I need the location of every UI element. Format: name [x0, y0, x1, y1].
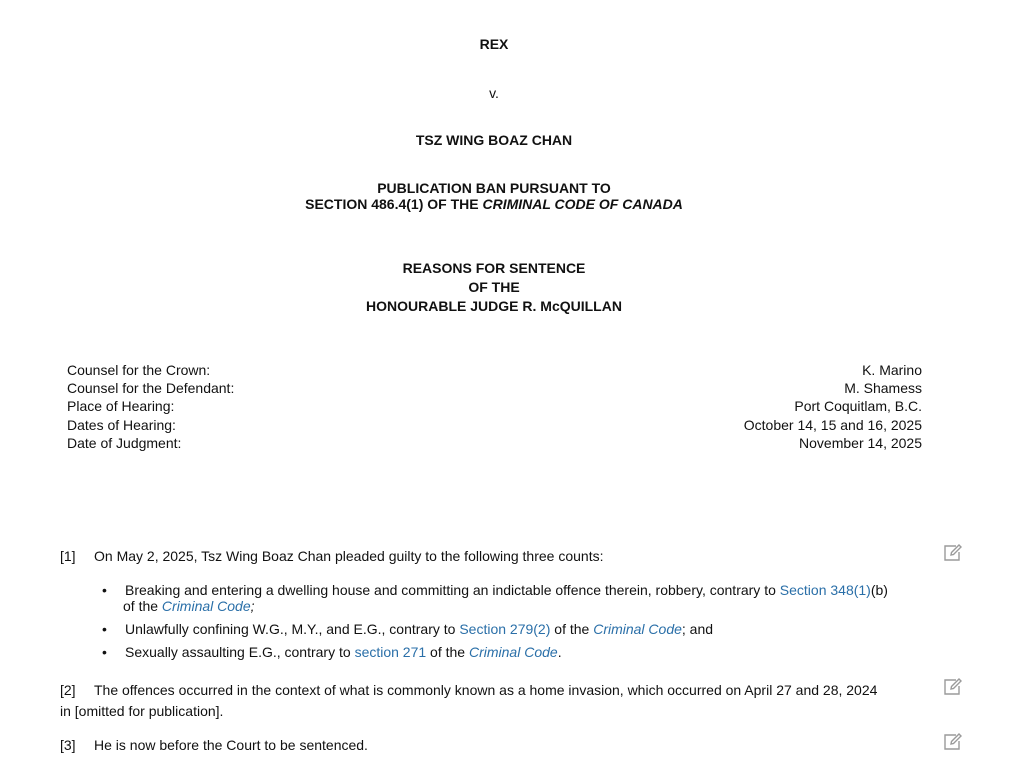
- reasons-heading-line2: OF THE: [468, 279, 520, 295]
- count-text-post: ; and: [681, 621, 714, 637]
- criminal-code-link[interactable]: Criminal Code: [593, 621, 682, 637]
- count-text-mid: of the: [550, 621, 594, 637]
- section-279-link[interactable]: Section 279(2): [459, 621, 551, 637]
- meta-row-crown: [67, 361, 922, 379]
- count-item-3: [102, 644, 892, 660]
- bullet-dot: •: [102, 582, 107, 598]
- paragraph-text: On May 2, 2025, Tsz Wing Boaz Chan pleaded guilty to the following three counts:: [94, 548, 604, 564]
- count-text-post: .: [557, 644, 562, 660]
- meta-label: Date of Judgment:: [67, 434, 182, 451]
- count-text-continued: [102, 598, 892, 614]
- count-item-1: [102, 582, 892, 614]
- paragraph-number: [1]: [60, 548, 76, 564]
- criminal-code-link[interactable]: Criminal Code: [161, 598, 251, 614]
- count-text-semicolon: ;: [250, 598, 255, 614]
- paragraph-text: The offences occurred in the context of what is commonly known as a home invasion, which occurred on April 27 and 28, 2024 in [omitted for publication].: [60, 682, 878, 719]
- meta-value: K. Marino: [862, 362, 922, 378]
- edit-icon[interactable]: [942, 543, 962, 563]
- meta-value: M. Shamess: [844, 380, 922, 397]
- section-348-link[interactable]: Section 348(1): [779, 582, 871, 598]
- paragraph-number: [2]: [60, 682, 76, 698]
- edit-icon[interactable]: [942, 677, 962, 697]
- count-text: [102, 644, 892, 660]
- paragraph-text: He is now before the Court to be sentenced.: [94, 737, 368, 753]
- paragraph-number: [3]: [60, 737, 76, 753]
- case-versus: v.: [489, 85, 499, 101]
- paragraph-3: [60, 735, 890, 756]
- criminal-code-link[interactable]: Criminal Code: [468, 644, 558, 660]
- meta-value: Port Coquitlam, B.C.: [794, 398, 922, 415]
- bullet-dot: •: [102, 621, 107, 637]
- paragraph-2: [60, 680, 890, 722]
- meta-row-place: [67, 397, 922, 415]
- meta-value: November 14, 2025: [799, 434, 922, 451]
- meta-row-judgment: [67, 434, 922, 452]
- reasons-heading-line3: HONOURABLE JUDGE R. McQUILLAN: [366, 298, 622, 314]
- count-item-2: [102, 621, 892, 637]
- publication-ban-prefix: SECTION 486.4(1) OF THE: [305, 196, 483, 212]
- accused-name: TSZ WING BOAZ CHAN: [415, 132, 573, 148]
- paragraph-1: [60, 546, 890, 567]
- publication-ban-code: CRIMINAL CODE OF CANADA: [482, 196, 683, 212]
- edit-icon[interactable]: [942, 732, 962, 752]
- meta-label: Counsel for the Defendant:: [67, 380, 235, 397]
- case-title-rex: REX: [479, 36, 509, 52]
- meta-row-defendant: [67, 379, 922, 397]
- count-text-of-the: of the: [123, 598, 162, 614]
- reasons-heading-line1: REASONS FOR SENTENCE: [402, 260, 586, 276]
- count-text-mid: of the: [426, 644, 469, 660]
- meta-value: October 14, 15 and 16, 2025: [743, 416, 922, 433]
- bullet-dot: •: [102, 644, 107, 660]
- case-metadata: [67, 361, 922, 452]
- meta-label: Dates of Hearing:: [67, 416, 176, 433]
- section-271-link[interactable]: section 271: [354, 644, 427, 660]
- count-text: [102, 582, 892, 598]
- meta-label: Counsel for the Crown:: [67, 362, 211, 378]
- count-text: [102, 621, 892, 637]
- meta-row-dates: [67, 416, 922, 434]
- count-text-pre: Sexually assaulting E.G., contrary to: [125, 644, 355, 660]
- meta-label: Place of Hearing:: [67, 398, 175, 415]
- count-text-post: (b): [870, 582, 888, 598]
- publication-ban-line1: PUBLICATION BAN PURSUANT TO: [377, 180, 611, 196]
- count-text-pre: Breaking and entering a dwelling house and committing an indictable offence therein, robbery, contrary to: [125, 582, 780, 598]
- count-text-pre: Unlawfully confining W.G., M.Y., and E.G., contrary to: [125, 621, 460, 637]
- publication-ban-line2: [0, 195, 988, 213]
